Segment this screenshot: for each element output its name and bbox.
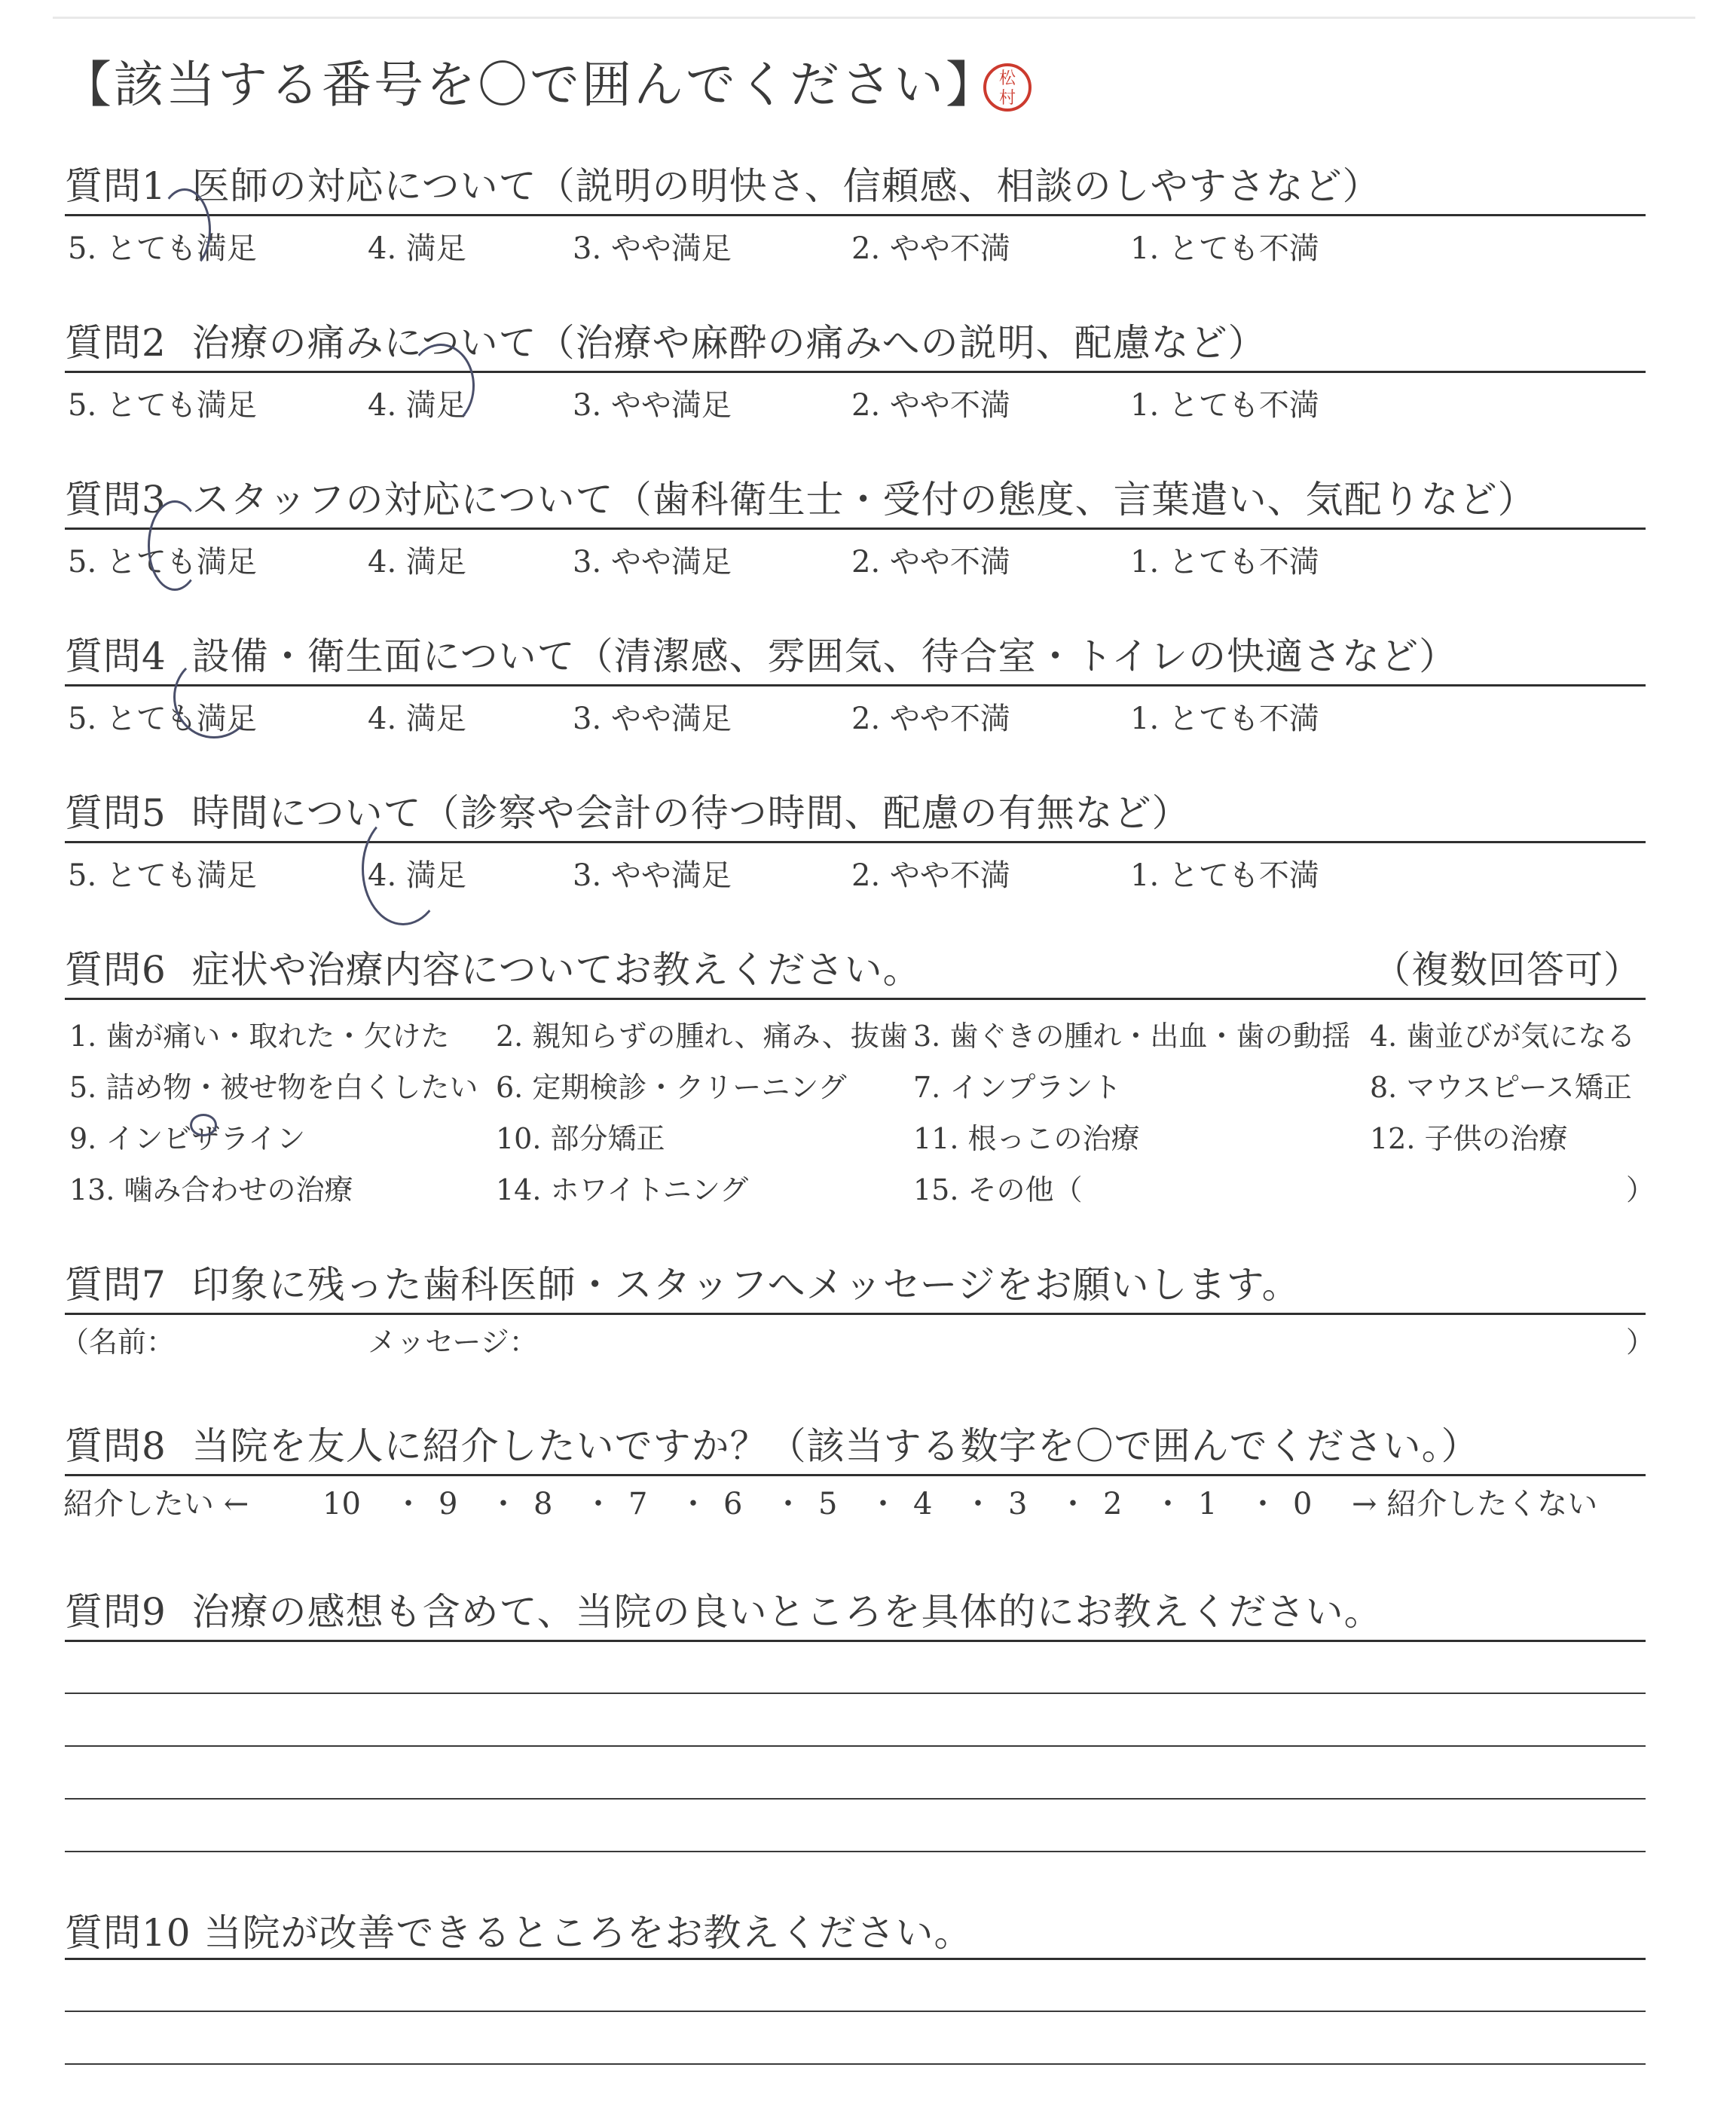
question-text: スタッフの対応について（歯科衛生士・受付の態度、言葉遣い、気配りなど）: [191, 478, 1536, 521]
separator-dot: ・: [393, 1487, 423, 1521]
answer-line[interactable]: [65, 1693, 1646, 1694]
question-7-heading: [65, 1263, 1300, 1307]
separator-dot: ・: [583, 1487, 613, 1521]
question-label: 質問4: [65, 635, 167, 678]
question-text: 症状や治療内容についてお教えください。: [191, 948, 921, 992]
separator-dot: ・: [773, 1487, 803, 1521]
symptom-option-8[interactable]: 8. マウスピース矯正: [1370, 1071, 1632, 1104]
divider: [65, 1474, 1646, 1476]
question-6-heading: [65, 948, 921, 992]
divider: [65, 528, 1646, 530]
separator-dot: ・: [1153, 1487, 1183, 1521]
question-text: 医師の対応について（説明の明快さ、信頼感、相談のしやすさなど）: [191, 164, 1381, 208]
handwritten-circle-mark: [173, 656, 255, 738]
option-4[interactable]: 4. 満足: [368, 388, 466, 423]
handwritten-circle-mark: [158, 188, 211, 271]
divider: [65, 371, 1646, 373]
recommend-label: 紹介したい ←: [63, 1487, 249, 1521]
symptom-option-11[interactable]: 11. 根っこの治療: [913, 1122, 1140, 1155]
seal-char-1: 松: [998, 69, 1016, 88]
score-7[interactable]: 7: [628, 1487, 648, 1521]
option-1[interactable]: 1. とても不満: [1130, 388, 1319, 423]
question-label: 質問8: [65, 1424, 167, 1468]
option-3[interactable]: 3. やや満足: [573, 858, 732, 893]
separator-dot: ・: [488, 1487, 518, 1521]
divider: [65, 1958, 1646, 1960]
score-9[interactable]: 9: [439, 1487, 458, 1521]
score-2[interactable]: 2: [1103, 1487, 1123, 1521]
option-5[interactable]: 5. とても満足: [68, 388, 257, 423]
option-2[interactable]: 2. やや不満: [851, 545, 1010, 579]
question-9-heading: [65, 1590, 1383, 1634]
form-title: 【該当する番号を〇で囲んでください】: [62, 56, 998, 114]
answer-line[interactable]: [65, 1745, 1646, 1747]
option-3[interactable]: 3. やや満足: [573, 231, 732, 266]
option-2[interactable]: 2. やや不満: [851, 388, 1010, 423]
score-3[interactable]: 3: [1008, 1487, 1028, 1521]
symptom-option-10[interactable]: 10. 部分矯正: [496, 1122, 665, 1155]
option-4[interactable]: 4. 満足: [368, 858, 466, 893]
question-10-heading: [65, 1911, 973, 1955]
score-10[interactable]: 10: [322, 1487, 361, 1521]
name-field-label[interactable]: （名前：: [60, 1326, 176, 1359]
option-2[interactable]: 2. やや不満: [851, 231, 1010, 266]
symptom-option-14[interactable]: 14. ホワイトニング: [496, 1173, 749, 1206]
score-1[interactable]: 1: [1198, 1487, 1218, 1521]
question-5-heading: [65, 791, 1190, 835]
symptom-option-4[interactable]: 4. 歯並びが気になる: [1370, 1020, 1636, 1053]
answer-line[interactable]: [65, 2063, 1646, 2065]
question-text: 治療の痛みについて（治療や麻酔の痛みへの説明、配慮など）: [191, 321, 1267, 365]
symptom-option-2[interactable]: 2. 親知らずの腫れ、痛み、抜歯: [496, 1020, 908, 1053]
option-3[interactable]: 3. やや満足: [573, 545, 732, 579]
symptom-option-15[interactable]: 15. その他（: [913, 1173, 1083, 1206]
question-label: 質問1: [65, 164, 167, 208]
page-top-edge: [53, 17, 1695, 19]
score-6[interactable]: 6: [723, 1487, 743, 1521]
handwritten-circle-mark: [407, 344, 475, 428]
separator-dot: ・: [963, 1487, 993, 1521]
symptom-option-1[interactable]: 1. 歯が痛い・取れた・欠けた: [69, 1020, 450, 1053]
symptom-option-9[interactable]: 9. インビザライン: [69, 1122, 306, 1155]
question-label: 質問7: [65, 1263, 167, 1307]
separator-dot: ・: [678, 1487, 708, 1521]
option-3[interactable]: 3. やや満足: [573, 388, 732, 423]
divider: [65, 998, 1646, 1000]
option-5[interactable]: 5. とても満足: [68, 545, 257, 579]
option-2[interactable]: 2. やや不満: [851, 702, 1010, 736]
score-0[interactable]: 0: [1293, 1487, 1313, 1521]
symptom-option-5[interactable]: 5. 詰め物・被せ物を白くしたい: [69, 1071, 478, 1104]
symptom-option-3[interactable]: 3. 歯ぐきの腫れ・出血・歯の動揺: [913, 1020, 1351, 1053]
option-5[interactable]: 5. とても満足: [68, 858, 257, 893]
handwritten-circle-mark: [190, 1114, 217, 1136]
separator-dot: ・: [1058, 1487, 1088, 1521]
option-1[interactable]: 1. とても不満: [1130, 231, 1319, 266]
score-5[interactable]: 5: [818, 1487, 838, 1521]
option-1[interactable]: 1. とても不満: [1130, 702, 1319, 736]
symptom-option-6[interactable]: 6. 定期検診・クリーニング: [496, 1071, 847, 1104]
question-8-heading: [65, 1424, 1480, 1468]
question-text: 時間について（診察や会計の待つ時間、配慮の有無など）: [191, 791, 1190, 835]
question-3-heading: [65, 478, 1536, 521]
option-2[interactable]: 2. やや不満: [851, 858, 1010, 893]
answer-line[interactable]: [65, 2011, 1646, 2012]
message-field-label[interactable]: メッセージ：: [368, 1326, 538, 1359]
message-close-paren: ）: [1626, 1326, 1655, 1359]
divider: [65, 841, 1646, 843]
seal-char-2: 村: [998, 89, 1016, 108]
option-4[interactable]: 4. 満足: [368, 231, 466, 266]
question-label: 質問10: [65, 1911, 191, 1955]
question-label: 質問2: [65, 321, 167, 365]
score-4[interactable]: 4: [913, 1487, 933, 1521]
symptom-option-13[interactable]: 13. 噛み合わせの治療: [69, 1173, 353, 1206]
divider: [65, 1313, 1646, 1315]
not-recommend-label: → 紹介したくない: [1352, 1487, 1598, 1521]
symptom-option-7[interactable]: 7. インプラント: [913, 1071, 1122, 1104]
other-close-paren: ）: [1626, 1173, 1655, 1206]
question-2-heading: [65, 321, 1267, 365]
score-8[interactable]: 8: [533, 1487, 553, 1521]
symptom-option-12[interactable]: 12. 子供の治療: [1370, 1122, 1568, 1155]
option-3[interactable]: 3. やや満足: [573, 702, 732, 736]
option-4[interactable]: 4. 満足: [368, 545, 466, 579]
answer-line[interactable]: [65, 1851, 1646, 1852]
handwritten-circle-mark: [362, 812, 445, 925]
seal-stamp: [983, 63, 1032, 112]
option-5[interactable]: 5. とても満足: [68, 231, 257, 266]
divider: [65, 214, 1646, 216]
option-1[interactable]: 1. とても不満: [1130, 858, 1319, 893]
question-label: 質問9: [65, 1590, 167, 1634]
option-4[interactable]: 4. 満足: [368, 702, 466, 736]
separator-dot: ・: [868, 1487, 898, 1521]
question-label: 質問3: [65, 478, 167, 521]
option-1[interactable]: 1. とても不満: [1130, 545, 1319, 579]
question-4-heading: [65, 635, 1458, 678]
question-text: 設備・衛生面について（清潔感、雰囲気、待合室・トイレの快適さなど）: [191, 635, 1458, 678]
question-label: 質問5: [65, 791, 167, 835]
question-1-heading: [65, 164, 1381, 208]
divider: [65, 1640, 1646, 1642]
question-label: 質問6: [65, 948, 167, 992]
answer-line[interactable]: [65, 1798, 1646, 1800]
question-text: 当院を友人に紹介したいですか？（該当する数字を〇で囲んでください。）: [191, 1424, 1480, 1468]
option-5[interactable]: 5. とても満足: [68, 702, 257, 736]
question-text: 当院が改善できるところをお教えください。: [203, 1911, 973, 1955]
question-text: 治療の感想も含めて、当院の良いところを具体的にお教えください。: [191, 1590, 1383, 1634]
divider: [65, 684, 1646, 687]
separator-dot: ・: [1248, 1487, 1278, 1521]
handwritten-circle-mark: [148, 500, 202, 591]
multiple-answers-note: （複数回答可）: [1373, 948, 1642, 992]
question-text: 印象に残った歯科医師・スタッフへメッセージをお願いします。: [191, 1263, 1300, 1307]
